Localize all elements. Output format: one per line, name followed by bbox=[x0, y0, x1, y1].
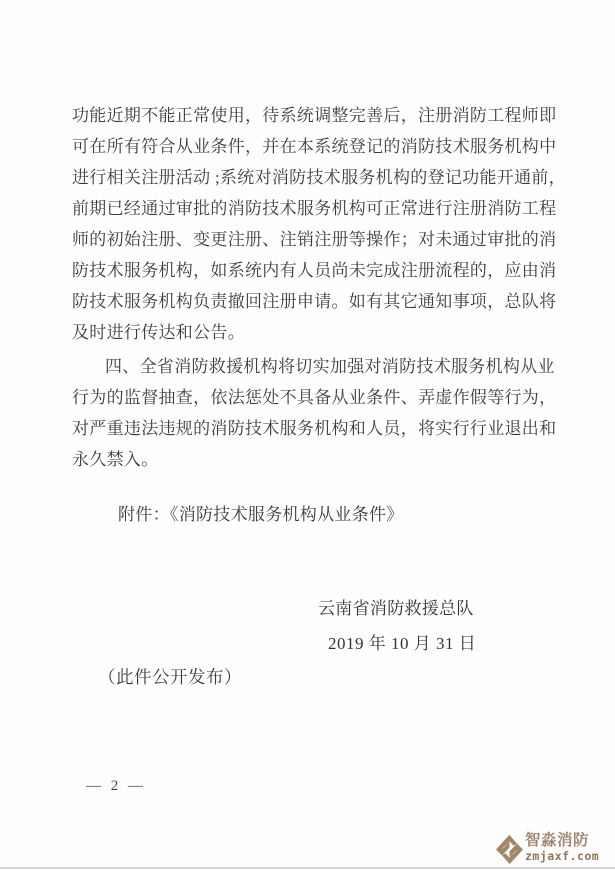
paragraph bbox=[72, 351, 557, 475]
watermark-logo bbox=[496, 832, 610, 866]
paragraph-line: 及时进行传达和公告。 bbox=[72, 323, 245, 342]
document-body bbox=[72, 100, 566, 475]
signature-line: 云南省消防救援总队 bbox=[318, 599, 474, 618]
paragraph-line: 四、全省消防救援机构将切实加强对消防技术服务机构从业 bbox=[105, 357, 555, 376]
publish-note: （此件公开发布） bbox=[98, 667, 242, 687]
brand-name: 智淼消防 bbox=[525, 832, 590, 849]
paragraph-line: 前期已经通过审批的消防技术服务机构可正常进行注册消防工程 bbox=[72, 199, 557, 218]
bottom-divider bbox=[0, 867, 615, 869]
paragraph-line: 功能近期不能正常使用，待系统调整完善后，注册消防工程师即 bbox=[72, 106, 557, 125]
diamond-logo-icon bbox=[496, 835, 523, 864]
paragraph-line: 进行相关注册活动 ;系统对消防技术服务机构的登记功能开通前， bbox=[72, 168, 566, 187]
paragraph-line: 对严重违法违规的消防技术服务机构和人员，将实行行业退出和 bbox=[72, 419, 557, 438]
paragraph-line: 防技术服务机构负责撤回注册申请。如有其它通知事项，总队将 bbox=[72, 292, 557, 311]
paragraph-line: 师的初始注册、变更注册、注销注册等操作；对未通过审批的消 bbox=[72, 230, 557, 249]
brand-domain: zmjaxf.com bbox=[525, 849, 600, 863]
page-number: — 2 — bbox=[86, 778, 146, 794]
paragraph-line: 可在所有符合从业条件，并在本系统登记的消防技术服务机构中 bbox=[72, 137, 557, 156]
attachment-line: 附件：《消防技术服务机构从业条件》 bbox=[118, 505, 404, 524]
date-line: 2019 年 10 月 31 日 bbox=[328, 634, 477, 653]
paragraph-line: 防技术服务机构，如系统内有人员尚未完成注册流程的，应由消 bbox=[72, 261, 557, 280]
paragraph-line: 行为的监督抽查，依法惩处不具备从业条件、弄虚作假等行为， bbox=[72, 388, 557, 407]
paragraph bbox=[72, 100, 566, 348]
paragraph-line: 永久禁入。 bbox=[72, 450, 159, 469]
watermark-texts bbox=[525, 832, 599, 863]
